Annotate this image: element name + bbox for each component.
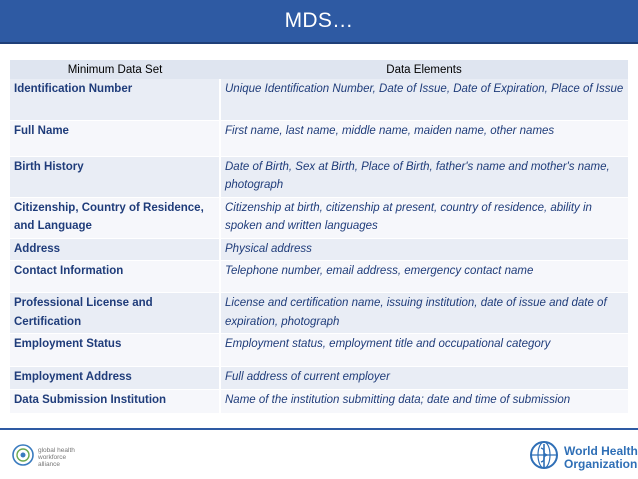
row-value: Full address of current employer xyxy=(220,367,628,390)
gwfa-logo-text: global health workforce alliance xyxy=(38,447,75,468)
globe-icon xyxy=(12,444,34,471)
row-label: Birth History xyxy=(10,156,220,197)
title-bar xyxy=(0,0,638,44)
row-label: Employment Status xyxy=(10,334,220,367)
table-row xyxy=(10,261,628,293)
row-label: Data Submission Institution xyxy=(10,389,220,413)
row-value: Unique Identification Number, Date of Issue, Date of Expiration, Place of Issue xyxy=(220,79,628,120)
row-value: Physical address xyxy=(220,238,628,261)
row-value: Citizenship at birth, citizenship at present, country of residence, ability in spoken and written languages xyxy=(220,197,628,238)
row-value: License and certification name, issuing institution, date of issue and date of expiration, photograph xyxy=(220,293,628,334)
table-row xyxy=(10,389,628,413)
header-data-elements: Data Elements xyxy=(220,60,628,79)
mds-table xyxy=(10,60,628,414)
who-logo-text: World Health Organization xyxy=(564,443,638,471)
row-value: First name, last name, middle name, maiden name, other names xyxy=(220,120,628,156)
table-row xyxy=(10,238,628,261)
row-label: Contact Information xyxy=(10,261,220,293)
row-label: Identification Number xyxy=(10,79,220,120)
row-label: Citizenship, Country of Residence, and Language xyxy=(10,197,220,238)
table-row xyxy=(10,156,628,197)
gwfa-logo xyxy=(12,444,88,471)
row-label: Full Name xyxy=(10,120,220,156)
slide-title: MDS… xyxy=(284,9,354,32)
who-emblem-icon xyxy=(528,440,560,475)
mds-table-container xyxy=(10,60,628,414)
row-label: Employment Address xyxy=(10,367,220,390)
row-label: Professional License and Certification xyxy=(10,293,220,334)
row-value: Name of the institution submitting data; date and time of submission xyxy=(220,389,628,413)
row-value: Telephone number, email address, emergency contact name xyxy=(220,261,628,293)
table-header-row xyxy=(10,60,628,79)
table-row xyxy=(10,334,628,367)
table-row xyxy=(10,120,628,156)
row-label: Address xyxy=(10,238,220,261)
slide-footer xyxy=(0,428,638,479)
header-minimum-data-set: Minimum Data Set xyxy=(10,60,220,79)
row-value: Employment status, employment title and occupational category xyxy=(220,334,628,367)
who-logo xyxy=(528,440,638,475)
row-value: Date of Birth, Sex at Birth, Place of Birth, father's name and mother's name, photograph xyxy=(220,156,628,197)
table-row xyxy=(10,79,628,120)
table-row xyxy=(10,293,628,334)
table-row xyxy=(10,367,628,390)
table-row xyxy=(10,197,628,238)
